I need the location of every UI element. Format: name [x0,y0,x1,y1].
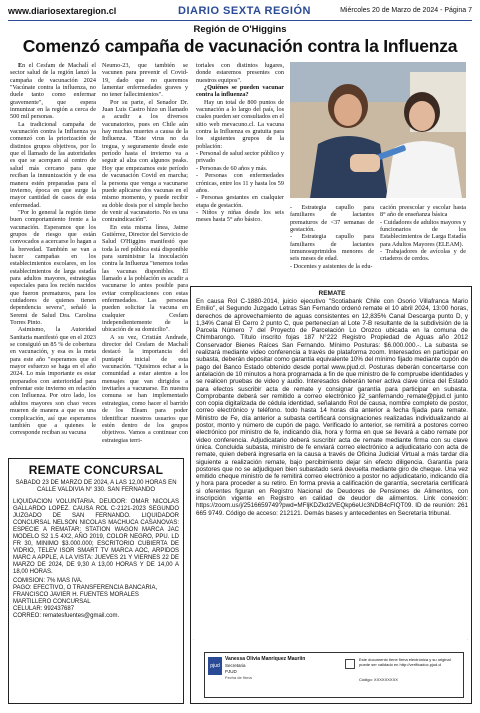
paragraph: Neumo-23, que también se vacunen para prevenir el Covid-19, dado que no queremos lamentar enfermedades graves y no tener fallecimientos". [102,62,188,99]
list-item: - Docentes y asistentes de la edu- [290,262,373,270]
ad-title: REMATE CONCURSAL [28,463,164,477]
list-item: - Personas gestantes en cualquier etapa de gestación. [196,194,284,209]
article-column-5 [380,204,466,263]
article-column-4 [290,204,374,270]
vaccination-photo-illustration [290,62,466,198]
ad-line: MARTILLERO CONCURSAL [13,599,91,605]
edge-note-right: · [466,638,470,640]
paragraph: La tradicional campaña de vacunación contra la Influenza ya comenzó con la priorización de distintos grupos objetivos, por lo que el llamado de las autoridades es que se acerquen al centro de salud más cercano para que reciban la inmunización y de esa manera estén preparadas para el invierno, época en que surge la mayor cantidad de casos de esta enfermedad. [10,120,96,209]
paragraph: Asimismo, la Autoridad Sanitaria manifestó que en el 2023 se consiguió un 85 % de cobertura en vacunación, y esa es la meta para este año "esperamos que el mayor esfuerzo se haga en el año 2024. Lo más importante es estar preparados con anterioridad para enfrentar este invierno en relación con Influenza. Por otro lado, los adultos mayores son chao veces mueren de manera a que es una complicación, así que esperamos también que a quienes le corresponde reciban su vacuna [10,326,96,437]
article-photo [290,62,466,198]
paragraph: toriales con distintos lugares, donde estaremos presentes con nuestros equipos". [196,62,284,84]
qr-code-icon [345,659,355,669]
signature-code: Código: XXXXXXXXX [359,677,398,682]
ad-subtitle: SABADO 23 DE MARZO DE 2024, A LAS 12,00 HORAS EN CALLE VALDIVIA N° 330. SAN FERNANDO [15,480,177,493]
list-item: - Cuidadores de adultos mayores y funcionarios de los Establecimientos de Larga Estadía para Adultos Mayores (ELEAM). [380,218,466,248]
list-item: - Trabajadores de avícolas y de criaderos de cerdos. [380,248,466,263]
ad-line: COMISION: 7% MAS IVA. [13,578,83,584]
electronic-signature-block [204,652,464,698]
signer-role: Secretaria [225,663,246,668]
signer-org: PJUD [225,669,237,674]
article-column-3 [196,62,284,224]
list-item: - Personal de salud sector público y privado [196,150,284,165]
header-rule [8,20,472,21]
subheading: ¿Quiénes se pueden vacunar contra la influenza? [196,84,284,99]
ad-body: LIQUIDACION VOLUNTARIA. DEUDOR: OMAR NICOLAS GALLARDO LOPEZ. CAUSA ROL C-2121-2023 SEGUNDO JUZGADO DE SAN FERNANDO. LIQUIDADOR CONCURSAL NELSON NICOLAS MACHUCA CASANOVAS: ESPECIE A REMATAR: STATION WAGON MARCA JAC MODELO S2 1.5 4X2, AÑO 2019, COLOR NEGRO, PPU. LD FR 30, MINIMO $3.000.000; ESCRITORIO CUBIERTA DE VIDRIO, TELEV ISOR SMART TV MARCA AOC, ARPIDOS MARC A APPLE, A LA VISTA: JUEVES 21 Y VIERNES 22 DE MARZO DE 2024, DE 9,30 A 13,00 HORAS Y DE 14,00 A 18,00 HORAS. [13,499,179,575]
list-item: - Estrategia capullo para familiares de lactantes prematuros de <37 semanas de gestación. [290,204,374,234]
signer-name: Vanessa Olivia Manriquez Mauriin [225,656,306,662]
ad-email[interactable]: CORREO: rematesfuentes@gmail.com. [13,613,120,619]
article-headline: Comenzó campaña de vacunación contra la Influenza [22,36,458,56]
list-item: - Niños y niñas desde los seis meses hasta 5° año básico. [196,208,284,224]
list-item: - Personas de 60 años y más. [196,164,268,172]
list-item: - Estrategia capullo para familiares de lactantes inmunosuprimidos menores de seis meses de edad. [290,233,374,263]
pjud-logo-icon: pjud [208,657,222,675]
signature-verify-text[interactable]: Este documento tiene firma electrónica y su original puede ser validado en http://verificadoc.pjud.cl [359,657,451,667]
ad-line: FRANCISCO JAVIER H. FUENTES MORALES [13,592,139,598]
article-column-2 [102,62,188,444]
paragraph: A su vez, Cristián Andrade, director del Cesfam de Machalí destacó la importancia del puntapié inicial de esta vacunación. "Quisimos echar a la comunidad a estar atentos a los mensajes que van dirigidos a invitarles a vacunarse. En nuestra comuna se han implementado estrategias, como hacer el barrido de los Eleam para poder identificar nuestros usuarios que estén dentro de los grupos objetivos. Vamos a continuar con estrategias terri- [102,333,188,444]
list-item: - Personas con enfermedades crónicas, entre los 11 y hasta los 59 años. [196,172,284,194]
paragraph: En esta misma línea, Jaime Gutiérrez, Director del Servicio de Salud O'Higgins manifestó que toda la red pública está disponible para suministrar la inoculación contra la Influenza "tenemos todas las vacunas disponibles. El llamado a la población es acudir a vacunarse lo antes posible para evitar complicaciones con estas enfermedades. Las personas pueden solicitar la vacuna en cualquier Cesfam independientemente de la ubicación de su domicilio". [102,223,188,334]
ad-line: CELULAR: 992437687 [13,606,75,612]
paragraph: Hay un total de 800 puntos de vacunación a lo largo del país, los cuales pueden ser consultados en el sitio web mevacuno.cl. La vacuna contra la Influenza es gratuita para los siguientes grupos de la población: [196,98,284,150]
paragraph: Por su parte, el Senador Dr. Juan Luis Castro hizo un llamado a acudir a los diversos vacunatorios, pues en Chile aún hay muchas muertes a causa de la Influenza. "Este virus no da tregua, y seguramente desde este período hasta el invierno va a seguir al alza con algunos peaks. Hoy que empezamos este período de vacunación Covid en marcha; la persona que venga a vacunarse puede aplicarse dos vacunas en el mismo momento, y puede recibir su doble dosis por el simple hecho de venir al vacunatorio. No es una contraindicación". [102,98,188,224]
paragraph: En el Cesfam de Machalí el sector salud de la región lanzó la campaña de vacunación 2024 "Vacúnate contra la influenza, no duele tanto como enfermar gravemente", que espera inmunizar en la región a cerca de 500 mil personas. [10,62,96,121]
paragraph: "Por lo general la región tiene buen comportamiento frente a la vacunación. Esperamos que los grupos de riesgo que están convocados a acercarse lo hagan a la brevedad. También se van a hacer campañas en los establecimientos escolares, en los establecimientos de larga estadía para adultos mayores, estrategias especiales para los recién nacidos que fueron prematuros, para los cuidadores de quienes tienen dependencia severa", señaló la Seremi de Salud Dra. Carolina Torres Pinto. [10,208,96,327]
dateline: Miércoles 20 de Marzo de 2024 - Página 7 [340,7,472,14]
edge-note-left: · [192,638,196,640]
article-column-1 [10,62,96,437]
ad-line: PAGO: EFECTIVO, O TRANSFERENCIA BANCARIA, [13,585,158,591]
page-header [8,4,472,20]
signature-date-note: Fecha de firma [225,675,252,680]
remate-body: En causa Rol C-1880-2014, juicio ejecutivo "Scotiabank Chile con Osorio Villafranca Mario Emilio", el Segundo Juzgado Letras San Fernando ordenó remate el 10 abril 2024, 13:00 horas, derechos de aprovechamiento de aguas consistentes en 12,835% Canal Descarga punto D, y 1,34% Canal El Cerro 2 punto C, que pertenecían al Lote 7-B resultante de la subdivisión de la Parcela Número 7 del Proyecto de Parcelación Lo Orozco ubicada en la comuna de Chimbarongo. Título inscrito fojas 187 N°222 Registro Propiedad de Aguas año 2012 Conservador Bienes Raíces San Fernando. Mínimo Posturas: $6.000.000.-. La subasta se realizará mediante video conferencia a través de plataforma zoom. Interesados en participar en subasta, deberán depositar como garantía equivalente 10% del mínimo fijado mediante cupón de pago del Banco Estado obtenido desde portal www.pjud.cl. Posturas deberán concertarse con antelación de 10 minutos a hora programada a fin de que ministro de fe compruebe identidades y se realicen pruebas de video y audio. Interesados deberán tener activa clave única del Estado para efectos suscribir acta de remate y consignar garantía para participar en subasta. Comprobante deberá ser remitido a correo electrónico jl2_sanfernando_remate@pjud.cl junto con copia digitalizada de cédula identidad, señalando Rol de causa, nombre completo de postor, correo electrónico y teléfono. todo hasta 14 horas día anterior a fecha fijada para remate. Ministro de Fe, día anterior a subasta certificará consignaciones realizadas individualizando al postor, monto y número de cupón de pago. Verificado lo anterior, se remitirá a postores correo electrónico por ministro de fe, indicando día, hora y forma en que se llevará a cabo remate por video conferencia. Adjudicatario deberá suscribir acta de remate mediante firma con su clave única. Concluida subasta, ministro de fe enviará correo electrónico a adjudicatario con acta de remate, quien deberá ingresarla en la causa a través de Oficina Judicial Virtual a más tardar día siguiente a realización remate, bajo percibimiento dejar sin efecto diligencia. Garantía para postores que no se adjudiquen bien subastado será devuelta mediante giro de cheque. Una vez emitido cheque ministro de fe remitirá correo electrónico a postor no adjudicatario, indicando día y hora para proceder a su retiro. En forma previa a calificación de garantía, secretaria certificará si oferentes figuran en Registro Nacional de Deudores de Pensiones de Alimentos, con inscripción vigente en Registro en calidad de deudor de alimentos. Link conexión: https://zoom.us/j/2516659749?pwd=MFljKDZkd2VEQkp6eUc3NDB4cFIQT09. ID de reunión: 261 665 9749. Código de acceso: 212121. Demás bases y antecedentes en Secretaría tribunal. [196,298,468,517]
newspaper-name: DIARIO SEXTA REGIÓN [178,5,311,17]
remate-title: REMATE [318,290,346,297]
site-url[interactable]: www.diariosextaregion.cl [8,6,117,16]
article-region: Región de O'Higgins [193,24,287,35]
list-item: cación preescolar y escolar hasta 8° año de enseñanza básica [380,204,466,219]
remate-concursal-ad [8,458,184,704]
